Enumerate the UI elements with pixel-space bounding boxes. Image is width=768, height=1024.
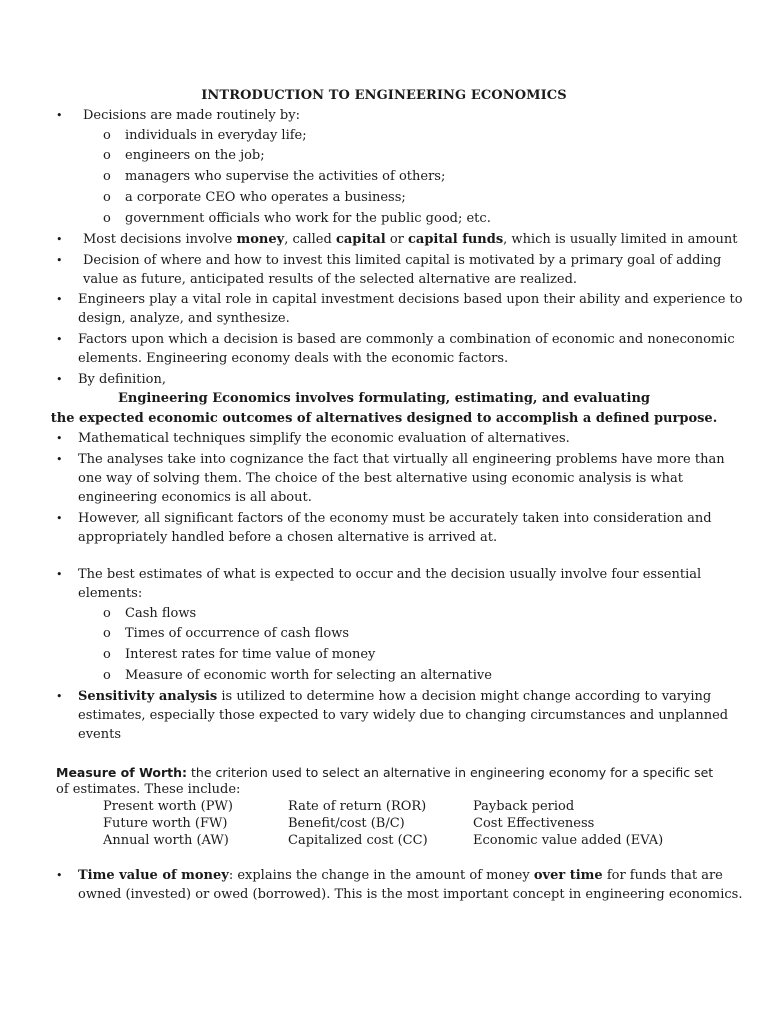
definition-line: the expected economic outcomes of alternatives designed to accomplish a defined purpose. [50,411,718,426]
page-title: INTRODUCTION TO ENGINEERING ECONOMICS [201,88,567,103]
measure-grid-cell: Future worth (FW) [103,816,228,831]
bullet-text: Factors upon which a decision is based are commonly a combination of economic and noneconomic [78,332,735,347]
measure-grid-cell: Benefit/cost (B/C) [288,816,405,831]
bullet-text: Decision of where and how to invest this limited capital is motivated by a primary goal of adding [83,253,722,268]
sub-bullet-marker: o [103,647,111,662]
bullet-text: Decisions are made routinely by: [83,108,300,123]
measure-grid-cell: Payback period [473,799,575,814]
bullet-text: one way of solving them. The choice of the best alternative using economic analysis is what [78,471,683,486]
sub-bullet-text: managers who supervise the activities of others; [125,169,446,184]
sub-bullet-text: government officials who work for the public good; etc. [125,211,491,226]
bullet-text: Mathematical techniques simplify the economic evaluation of alternatives. [78,431,570,446]
bullet-text: estimates, especially those expected to vary widely due to changing circumstances and unplanned [78,708,729,723]
measure-grid-cell: Present worth (PW) [103,799,233,814]
bullet-text: design, analyze, and synthesize. [78,311,290,326]
bullet-text: value as future, anticipated results of the selected alternative are realized. [83,272,578,287]
sub-bullet-marker: o [103,169,111,184]
sub-bullet-text: individuals in everyday life; [125,128,307,143]
measure-grid-cell: Economic value added (EVA) [473,833,664,848]
sub-bullet-marker: o [103,128,111,143]
sub-bullet-marker: o [103,211,111,226]
sub-bullet-text: Interest rates for time value of money [125,647,376,662]
sub-bullet-text: a corporate CEO who operates a business; [125,190,406,205]
bullet-text: The best estimates of what is expected to occur and the decision usually involve four essential [78,567,702,582]
bullet-icon: • [56,333,63,346]
bullet-text: appropriately handled before a chosen alternative is arrived at. [78,530,498,545]
measure-grid-cell: Annual worth (AW) [103,833,229,848]
sub-bullet-text: engineers on the job; [125,148,265,163]
bullet-icon: • [56,568,63,581]
bullet-icon: • [56,254,63,267]
measure-of-worth-heading: Measure of Worth: the criterion used to select an alternative in engineering economy for a specific set [56,765,714,780]
sub-bullet-marker: o [103,148,111,163]
bullet-text: elements: [78,586,143,601]
sub-bullet-marker: o [103,668,111,683]
definition-line: Engineering Economics involves formulating, estimating, and evaluating [117,391,651,406]
measure-grid-cell: Rate of return (ROR) [288,799,427,814]
bullet-text: However, all significant factors of the economy must be accurately taken into consideration and [78,511,712,526]
bullet-icon: • [56,869,63,882]
bullet-text: events [78,727,121,742]
bullet-text: Time value of money: explains the change in the amount of money over time for funds that are [78,868,723,883]
sub-bullet-marker: o [103,606,111,621]
sub-bullet-text: Cash flows [125,606,197,621]
bullet-icon: • [56,233,63,246]
bullet-icon: • [56,512,63,525]
bullet-text: engineering economics is all about. [78,490,312,505]
bullet-text: The analyses take into cognizance the fact that virtually all engineering problems have more than [78,452,725,467]
bullet-icon: • [56,109,63,122]
bullet-text: owned (invested) or owed (borrowed). This is the most important concept in engineering economics. [78,887,743,902]
measure-grid-cell: Cost Effectiveness [473,816,595,831]
sub-bullet-marker: o [103,190,111,205]
bullet-text: Sensitivity analysis is utilized to determine how a decision might change according to varying [78,689,712,704]
bullet-icon: • [56,373,63,386]
bullet-icon: • [56,432,63,445]
sub-bullet-text: Times of occurrence of cash flows [125,626,350,641]
bullet-text: elements. Engineering economy deals with the economic factors. [78,351,509,366]
sub-bullet-marker: o [103,626,111,641]
bullet-text: Engineers play a vital role in capital investment decisions based upon their ability and experience to [78,292,743,307]
sub-bullet-text: Measure of economic worth for selecting an alternative [125,668,492,683]
measure-of-worth-text: of estimates. These include: [56,782,241,797]
measure-grid-cell: Capitalized cost (CC) [288,833,428,848]
bullet-icon: • [56,453,63,466]
bullet-text: By definition, [78,372,166,387]
bullet-icon: • [56,690,63,703]
bullet-icon: • [56,293,63,306]
bullet-text: Most decisions involve money, called capital or capital funds, which is usually limited in amount [83,232,738,247]
